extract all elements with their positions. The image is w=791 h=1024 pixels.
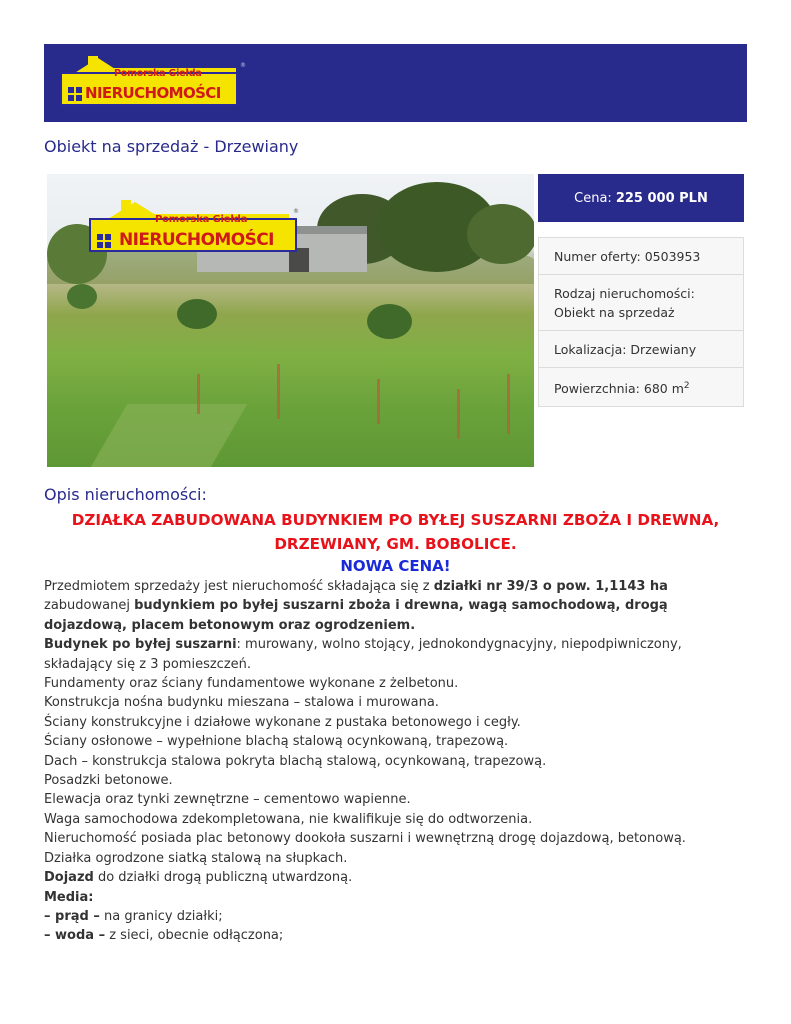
description-line: Elewacja oraz tynki zewnętrzne – cementowo wapienne. [44,792,411,808]
photo-weed [197,374,200,414]
media-item-text: z sieci, obecnie odłączona; [105,928,284,944]
logo-top-text: Pomorska Giełda [114,68,202,79]
description-line: Działka ogrodzone siatką stalową na słupkach. [44,850,348,866]
price-value: 225 000 PLN [615,190,708,206]
description-line: Posadzki betonowe. [44,773,173,789]
window-icon [68,87,82,101]
photo-bush [177,299,217,329]
description-line: Nieruchomość posiada plac betonowy dookoła suszarni i wewnętrzną drogę dojazdową, betonową. [44,831,686,847]
detail-area [539,367,743,406]
photo-weed [377,379,380,424]
intro-bold: budynkiem po byłej suszarni zboża i drewna, wagą samochodową, drogą dojazdową, placem betonowym oraz ogrodzeniem. [44,598,668,633]
logo-top-text: Pomorska Giełda [155,214,248,225]
detail-property-type [539,274,743,330]
photo-watermark-logo [89,198,301,254]
media-item-text: na granicy działki; [99,908,223,924]
description-body [44,577,749,946]
description-line: Dach – konstrukcja stalowa pokryta blachą stalową, ocynkowaną, trapezową. [44,753,547,769]
access-text: do działki drogą publiczną utwardzoną. [93,870,353,886]
intro-bold: działki nr 39/3 o pow. 1,1143 ha [433,579,668,594]
description-heading: Opis nieruchomości: [44,485,207,504]
photo-bush [67,284,97,309]
description-headline: DZIAŁKA ZABUDOWANA BUDYNKIEM PO BYŁEJ SUSZARNI ZBOŻA I DREWNA, DRZEWIANY, GM. BOBOLICE. [71,511,720,553]
description-line: Waga samochodowa zdekompletowana, nie kwalifikuje się do odtworzenia. [44,811,533,827]
photo-weed [507,374,510,434]
window-icon [97,234,111,248]
description-line: Ściany konstrukcyjne i działowe wykonane z pustaka betonowego i cegły. [44,714,521,730]
access-paragraph [44,868,749,887]
media-heading [44,888,749,907]
media-item-label: – woda – [44,928,106,944]
logo-name: NIERUCHOMOŚCI [119,230,274,250]
detail-location [539,330,743,367]
intro-text: Przedmiotem sprzedaży jest nieruchomość składająca się z [44,579,434,594]
building-paragraph [44,635,749,674]
page-title: Obiekt na sprzedaż - Drzewiany [44,137,299,156]
logo-name: NIERUCHOMOŚCI [85,84,221,102]
offer-details [538,237,744,407]
media-item-label: – prąd – [44,908,100,924]
detail-offer-number [539,238,743,274]
photo-bush [367,304,412,339]
media-item-water [44,926,749,945]
detail-text: Powierzchnia: 680 m [554,381,684,397]
description-line: Konstrukcja nośna budynku mieszana – stalowa i murowana. [44,695,439,711]
registered-mark: ® [240,62,246,69]
access-label: Dojazd [44,870,94,886]
price-box [538,174,744,222]
media-label: Media: [44,889,94,905]
photo-path [87,404,247,467]
area-unit-exponent: 2 [683,381,690,391]
price-label: Cena: [574,190,612,206]
media-item-electricity [44,907,749,926]
header-banner [44,44,747,122]
registered-mark: ® [293,208,299,215]
site-logo[interactable] [60,54,246,110]
intro-text: zabudowanej [44,598,135,614]
description-line: Fundamenty oraz ściany fundamentowe wykonane z żelbetonu. [44,676,459,692]
property-photo[interactable] [47,174,534,467]
photo-weed [457,389,460,439]
detail-text: Rodzaj nieruchomości: Obiekt na sprzedaż [554,286,695,320]
detail-text: Numer oferty: 0503953 [554,249,701,264]
photo-weed [277,364,280,419]
description-line: Ściany osłonowe – wypełnione blachą stalową ocynkowaną, trapezową. [44,734,509,750]
building-text: : murowany, wolno stojący, jednokondygnacyjny, niepodpiwniczony, składający się z 3 pomieszczeń. [44,637,682,672]
building-label: Budynek po byłej suszarni [44,637,237,653]
detail-text: Lokalizacja: Drzewiany [554,342,697,357]
new-price-notice: NOWA CENA! [340,557,451,575]
photo-tree [467,204,534,264]
description-intro [44,577,749,635]
